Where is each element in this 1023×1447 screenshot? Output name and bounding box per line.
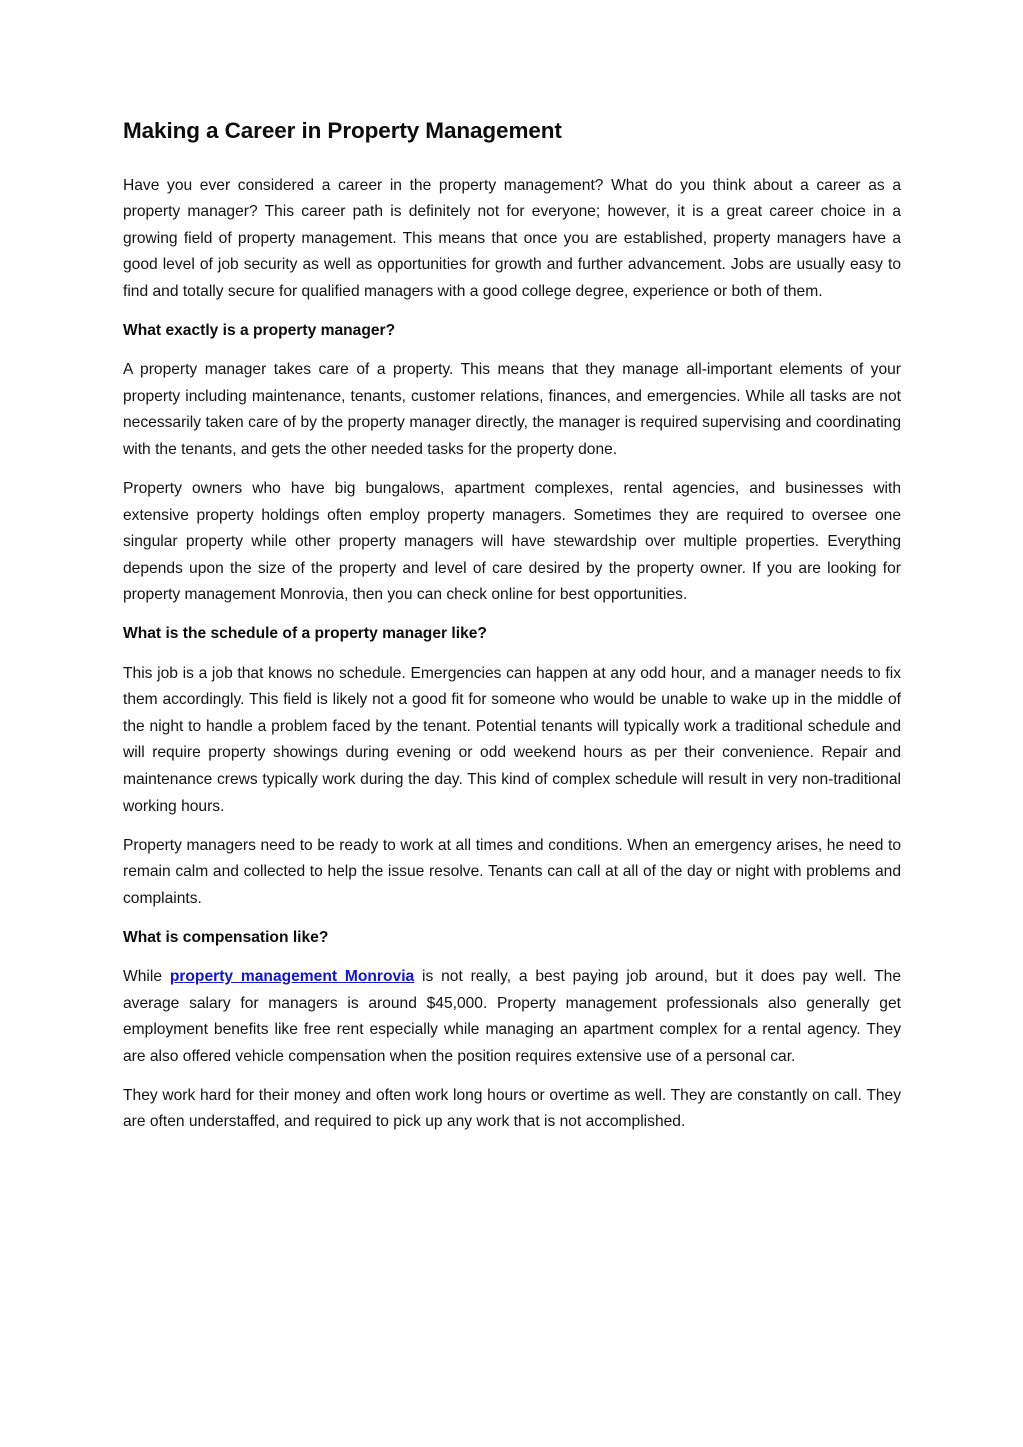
heading-compensation: What is compensation like? — [123, 928, 329, 946]
paragraph-definition: A property manager takes care of a property. This means that they manage all-important elements of your property including maintenance, tenants, customer relations, finances, and emergencies. While all tasks are not necessarily taken care of by the property manager directly, the manager is required supervising and coordinating with the tenants, and gets the other needed tasks for the property done. — [123, 361, 901, 458]
page-title: Making a Career in Property Management — [123, 118, 562, 143]
heading-what-is-property-manager: What exactly is a property manager? — [123, 322, 396, 340]
heading-schedule: What is the schedule of a property manager like? — [123, 625, 487, 643]
paragraph-hard-work: They work hard for their money and often work long hours or overtime as well. They are constantly on call. They are often understaffed, and required to pick up any work that is not accomplished. — [123, 1086, 901, 1131]
paragraph-readiness: Property managers need to be ready to work at all times and conditions. When an emergency arises, he need to remain calm and collected to help the issue resolve. Tenants can call at all of the day or night with problems and complaints. — [123, 836, 901, 907]
property-management-monrovia-link[interactable]: property management Monrovia — [169, 967, 415, 985]
paragraph-owners: Property owners who have big bungalows, apartment complexes, rental agencies, and businesses with extensive property holdings often employ property managers. Sometimes they are required to oversee one singular property while other property managers will have stewardship over multiple properties. Everything depends upon the size of the property and level of care desired by the property owner. If you are looking for property management Monrovia, then you can check online for best opportunities. — [123, 479, 901, 604]
paragraph-intro: Have you ever considered a career in the property management? What do you think about a career as a property manager? This career path is definitely not for everyone; however, it is a great career choice in a growing field of property management. This means that once you are established, property managers have a good level of job security as well as opportunities for growth and further advancement. Jobs are usually easy to find and totally secure for qualified managers with a good college degree, experience or both of them. — [123, 176, 901, 300]
document-content — [123, 118, 901, 1136]
paragraph-compensation — [123, 964, 901, 1070]
compensation-text-after: is not really, a best paying job around, but it does pay well. The average salary for managers is around $45,000. Property management professionals also generally get employment benefits like free rent especially while managing an apartment complex for a rental agency. They are also offered vehicle compensation when the position requires extensive use of a personal car. — [123, 967, 901, 1065]
paragraph-schedule: This job is a job that knows no schedule. Emergencies can happen at any odd hour, and a manager needs to fix them accordingly. This field is likely not a good fit for someone who would be unable to wake up in the middle of the night to handle a problem faced by the tenant. Potential tenants will typically work a traditional schedule and will require property showings during evening or odd weekend hours as per their convenience. Repair and maintenance crews typically work during the day. This kind of complex schedule will result in very non-traditional working hours. — [123, 664, 901, 815]
compensation-text-before: While — [123, 967, 170, 985]
